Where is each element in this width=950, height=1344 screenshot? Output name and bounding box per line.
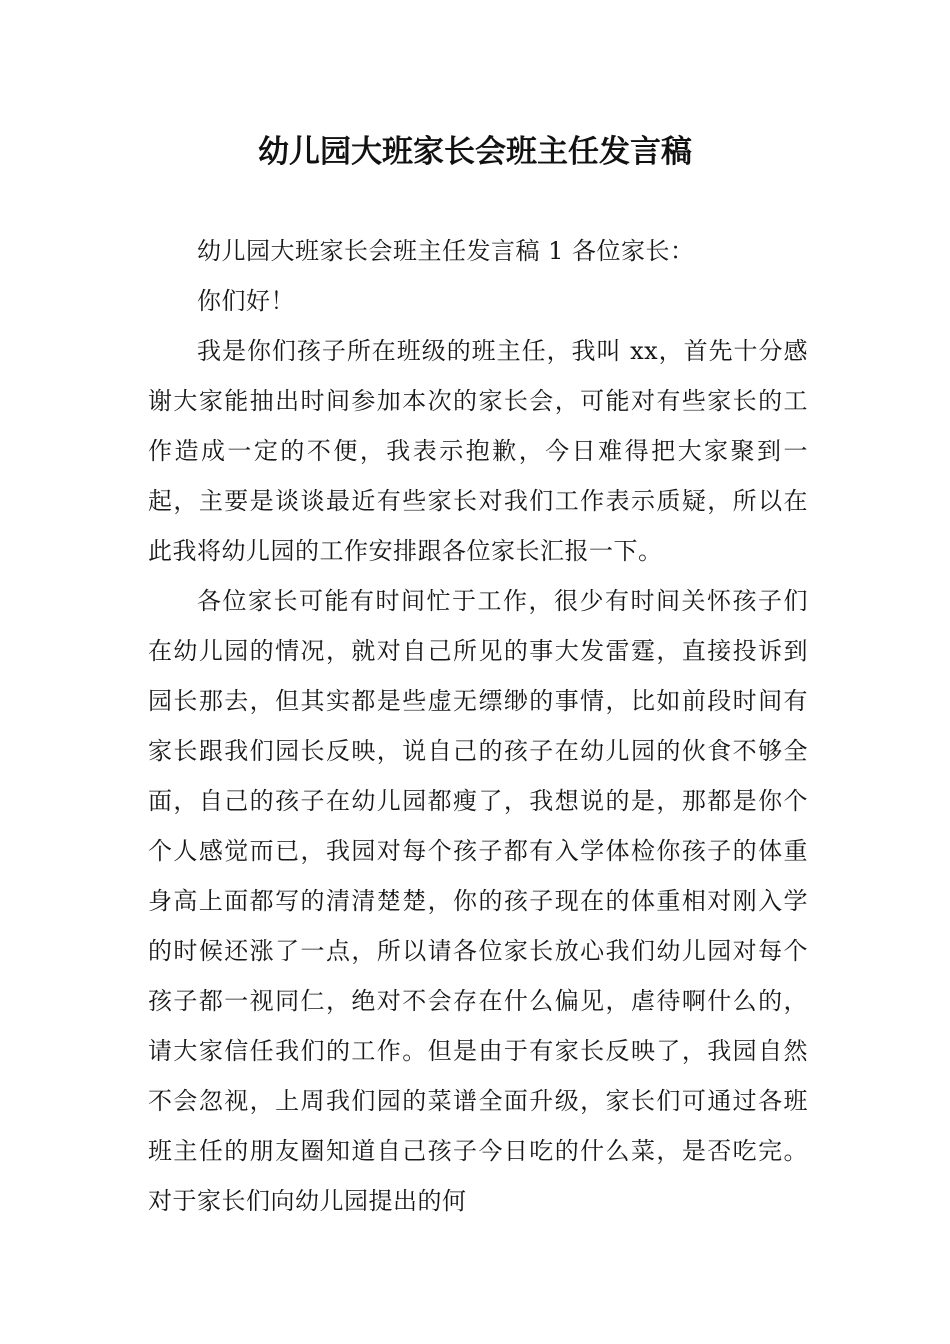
paragraph-greeting-line: 幼儿园大班家长会班主任发言稿 1 各位家长： [197,237,695,265]
paragraph-hello: 你们好！ [197,287,295,315]
document-title: 幼儿园大班家长会班主任发言稿 [258,134,692,170]
paragraph-explanation: 各位家长可能有时间忙于工作，很少有时间关怀孩子们在幼儿园的情况，就对自己所见的事大发雷霆，直接投诉到园长那去，但其实都是些虚无缥缈的事情，比如前段时间有家长跟我们园长反映，说自己的孩子在幼儿园的伙食不够全面，自己的孩子在幼儿园都瘦了，我想说的是，那都是你个个人感觉而已，我园对每个孩子都有入学体检你孩子的体重身高上面都写的清清楚楚，你的孩子现在的体重相对刚入学的时候还涨了一点，所以请各位家长放心我们幼儿园对每个孩子都一视同仁，绝对不会存在什么偏见，虐待啊什么的，请大家信任我们的工作。但是由于有家长反映了，我园自然不会忽视，上周我们园的菜谱全面升级，家长们可通过各班班主任的朋友圈知道自己孩子今日吃的什么菜，是否吃完。对于家长们向幼儿园提出的何 [148,587,808,1215]
document-body [148,226,808,1226]
paragraph-introduction: 我是你们孩子所在班级的班主任，我叫 xx，首先十分感谢大家能抽出时间参加本次的家长会，可能对有些家长的工作造成一定的不便，我表示抱歉，今日难得把大家聚到一起，主要是谈谈最近有些家长对我们工作表示质疑，所以在此我将幼儿园的工作安排跟各位家长汇报一下。 [148,337,808,565]
